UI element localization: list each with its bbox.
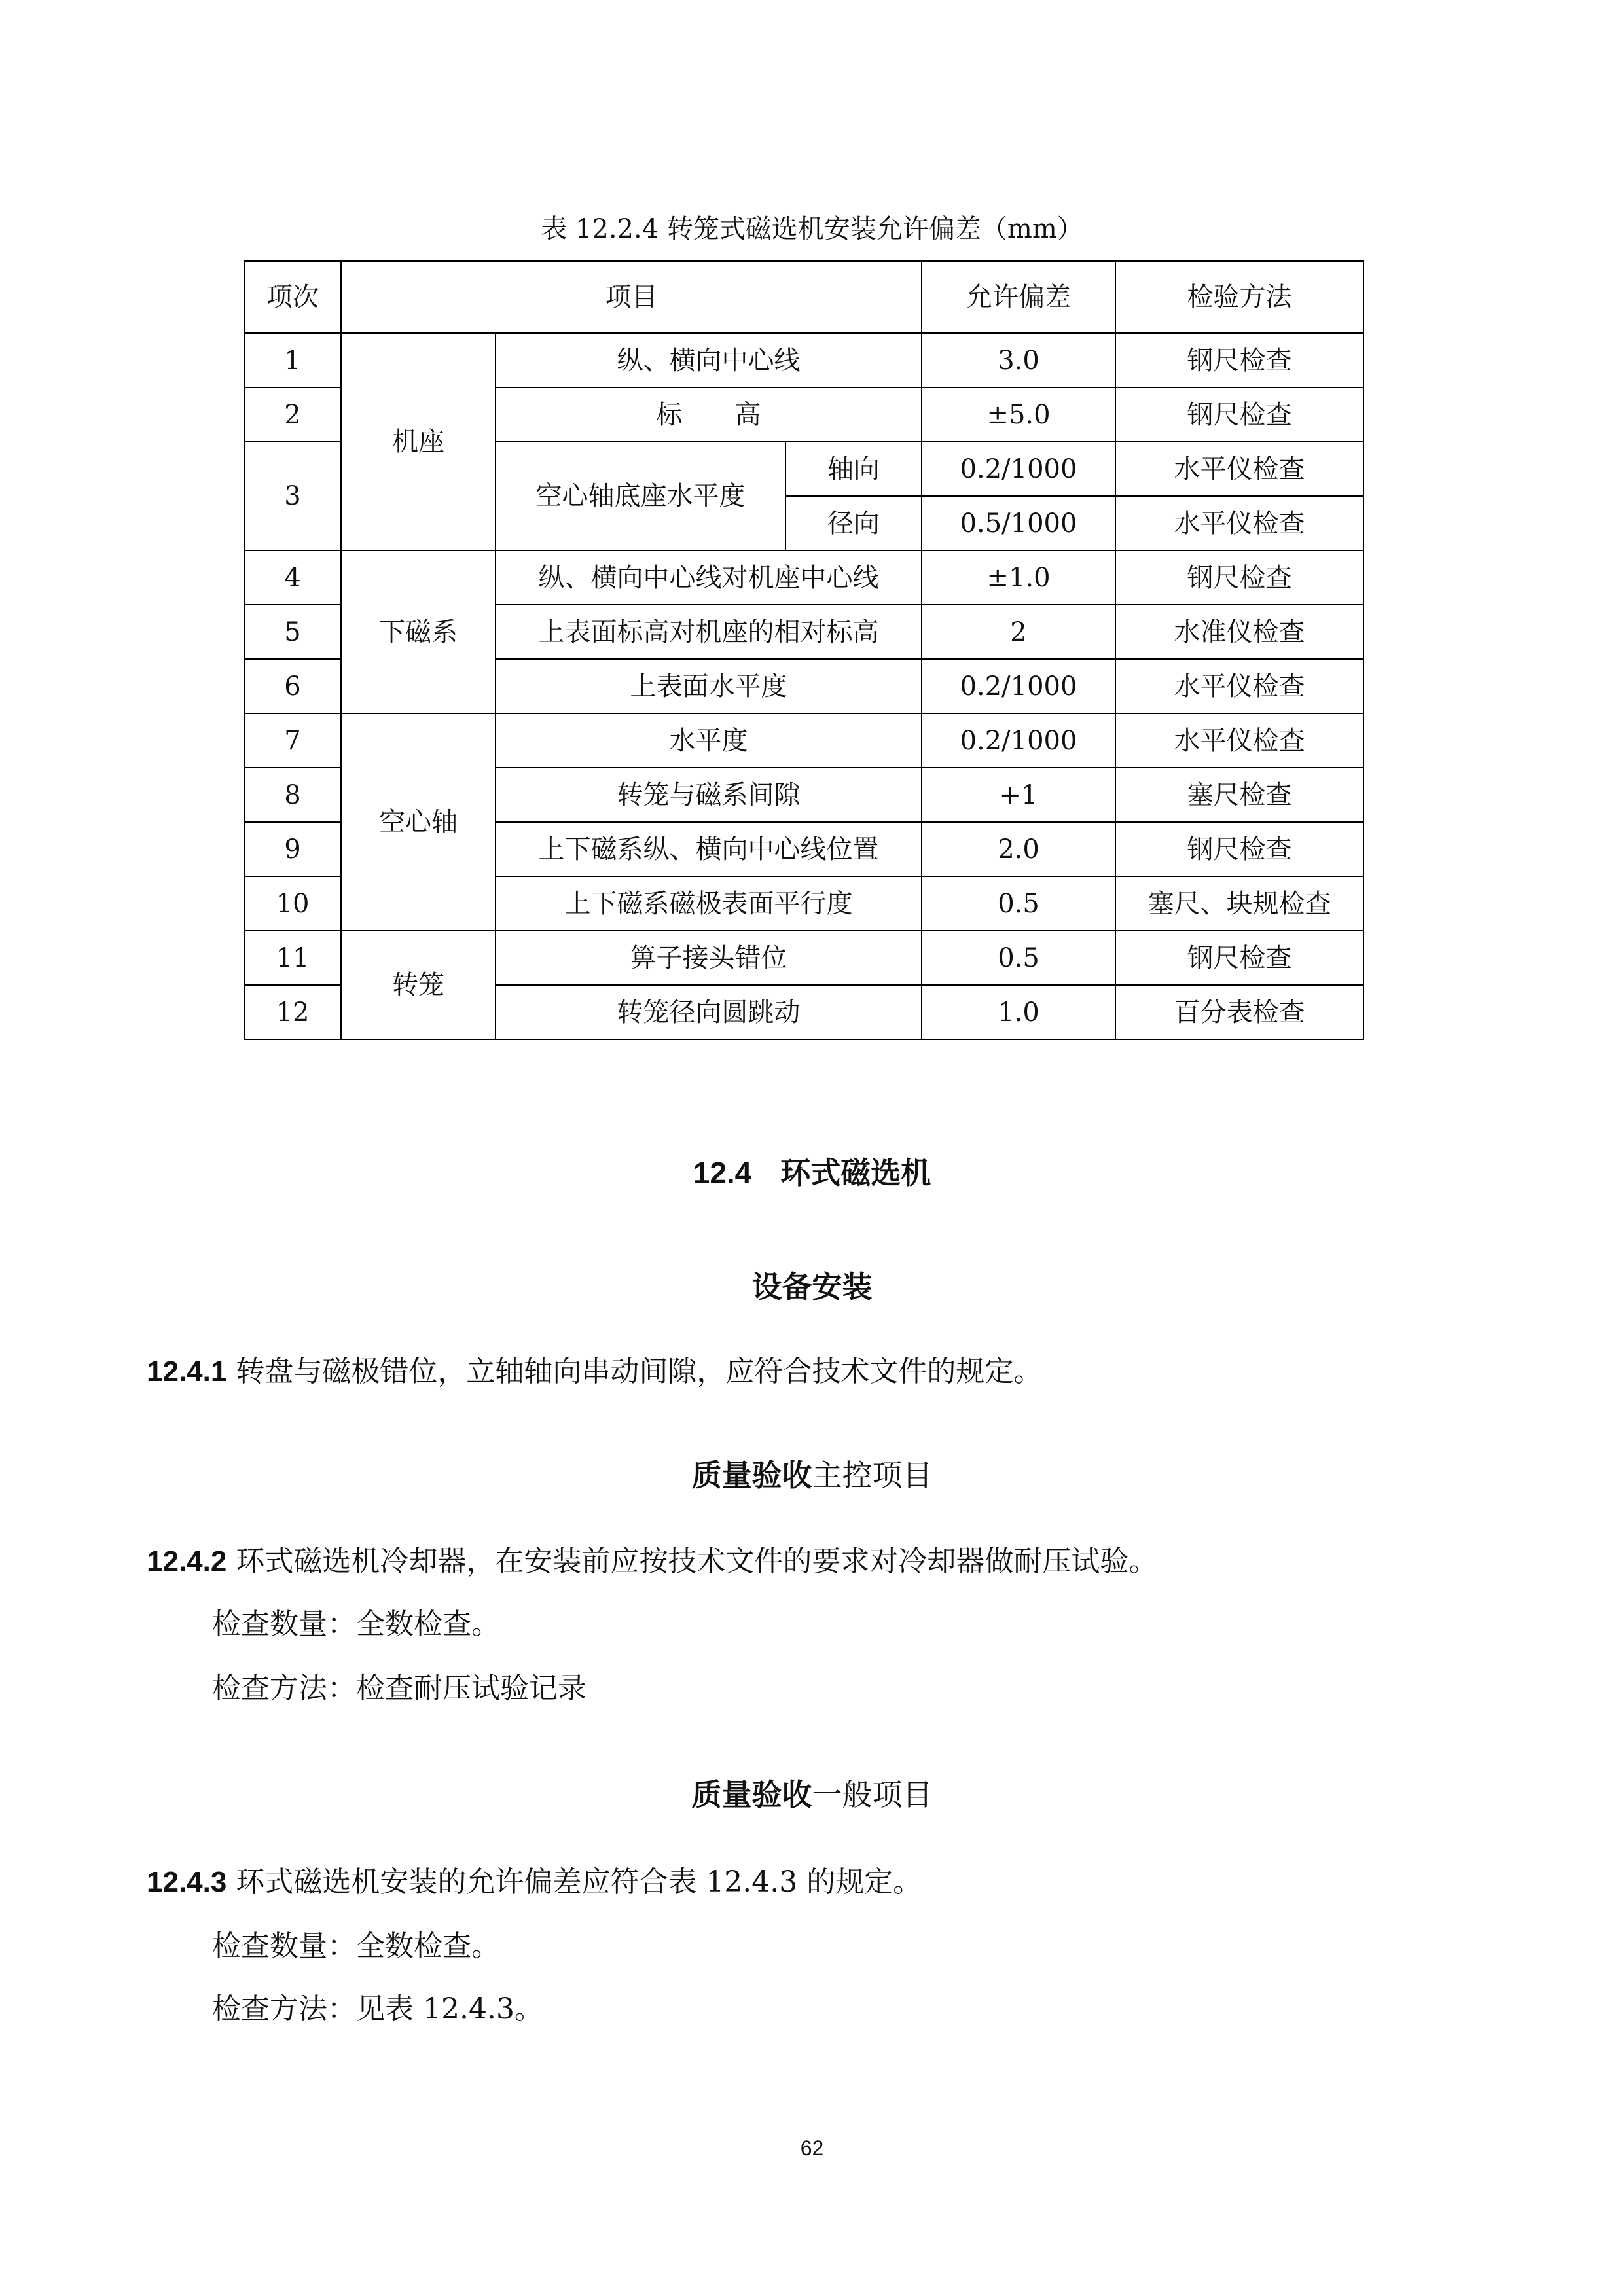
row-item: 标 高: [496, 387, 922, 442]
section-name: 环式磁选机: [780, 1156, 931, 1190]
clause-12-4-2: [147, 1542, 1495, 1581]
row-method: 塞尺、块规检查: [1115, 876, 1363, 931]
tolerance-table: [244, 260, 1364, 1040]
row-no: 6: [244, 659, 341, 713]
row-method: 水平仪检查: [1115, 659, 1363, 713]
row-tolerance: ±5.0: [922, 387, 1115, 442]
row-tolerance: 0.5/1000: [922, 496, 1115, 550]
row-item: 空心轴底座水平度: [496, 442, 785, 550]
group-label: 转笼: [341, 931, 496, 1039]
page-number: 62: [800, 2136, 824, 2160]
header-tolerance: 允许偏差: [922, 261, 1115, 333]
check-method: 检查方法：见表 12.4.3。: [212, 1992, 543, 2026]
row-no: 2: [244, 387, 341, 442]
row-method: 钢尺检查: [1115, 822, 1363, 876]
row-item: 上表面标高对机座的相对标高: [496, 605, 922, 659]
row-no: 8: [244, 768, 341, 822]
row-method: 水平仪检查: [1115, 442, 1363, 496]
row-tolerance: +1: [922, 768, 1115, 822]
row-no: 3: [244, 442, 341, 550]
general-items-heading: [0, 1775, 1624, 1814]
row-tolerance: 3.0: [922, 333, 1115, 387]
row-tolerance: 0.2/1000: [922, 659, 1115, 713]
header-item: 项目: [341, 261, 922, 333]
heading-bold: 质量验收: [691, 1777, 812, 1812]
section-title: [0, 1153, 1624, 1193]
row-tolerance: 0.2/1000: [922, 713, 1115, 768]
header-method: 检验方法: [1115, 261, 1363, 333]
row-no: 1: [244, 333, 341, 387]
row-tolerance: 0.2/1000: [922, 442, 1115, 496]
row-item: 上下磁系磁极表面平行度: [496, 876, 922, 931]
clause-number: 12.4.1: [147, 1355, 227, 1388]
row-no: 9: [244, 822, 341, 876]
clause-text: 环式磁选机安装的允许偏差应符合表 12.4.3 的规定。: [226, 1865, 922, 1899]
row-item: 纵、横向中心线对机座中心线: [496, 550, 922, 605]
clause-number: 12.4.3: [147, 1866, 227, 1898]
table-row: [244, 713, 1363, 768]
group-label: 机座: [341, 333, 496, 550]
heading-rest: 一般项目: [812, 1777, 933, 1812]
row-no: 7: [244, 713, 341, 768]
row-method: 钢尺检查: [1115, 333, 1363, 387]
row-no: 11: [244, 931, 341, 985]
row-no: 5: [244, 605, 341, 659]
table-row: [244, 333, 1363, 387]
check-quantity: 检查数量：全数检查。: [212, 1607, 500, 1641]
table-caption: 表 12.2.4 转笼式磁选机安装允许偏差（mm）: [541, 214, 1083, 244]
row-tolerance: 2: [922, 605, 1115, 659]
clause-number: 12.4.2: [147, 1545, 227, 1577]
check-quantity: 检查数量：全数检查。: [212, 1929, 500, 1963]
clause-text: 环式磁选机冷却器，在安装前应按技术文件的要求对冷却器做耐压试验。: [226, 1545, 1158, 1578]
group-label: 空心轴: [341, 713, 496, 931]
main-items-heading: [0, 1456, 1624, 1495]
table-header-row: [244, 261, 1363, 333]
row-method: 水平仪检查: [1115, 496, 1363, 550]
row-tolerance: 0.5: [922, 931, 1115, 985]
row-method: 钢尺检查: [1115, 550, 1363, 605]
row-no: 10: [244, 876, 341, 931]
group-label: 下磁系: [341, 550, 496, 713]
section-number: 12.4: [693, 1156, 752, 1190]
row-tolerance: 1.0: [922, 985, 1115, 1039]
row-item: 箅子接头错位: [496, 931, 922, 985]
row-no: 12: [244, 985, 341, 1039]
row-tolerance: 2.0: [922, 822, 1115, 876]
row-item: 上表面水平度: [496, 659, 922, 713]
row-item: 转笼径向圆跳动: [496, 985, 922, 1039]
row-tolerance: ±1.0: [922, 550, 1115, 605]
row-method: 百分表检查: [1115, 985, 1363, 1039]
row-item: 纵、横向中心线: [496, 333, 922, 387]
table-row: [244, 931, 1363, 985]
row-method: 钢尺检查: [1115, 931, 1363, 985]
clause-12-4-1: [147, 1352, 1495, 1391]
row-method: 塞尺检查: [1115, 768, 1363, 822]
table-row: [244, 550, 1363, 605]
row-item: 上下磁系纵、横向中心线位置: [496, 822, 922, 876]
install-heading-text: 设备安装: [751, 1269, 873, 1304]
row-item: 水平度: [496, 713, 922, 768]
row-method: 水平仪检查: [1115, 713, 1363, 768]
row-no: 4: [244, 550, 341, 605]
header-index: 项次: [244, 261, 341, 333]
row-sub-item: 轴向: [785, 442, 922, 496]
row-item: 转笼与磁系间隙: [496, 768, 922, 822]
row-tolerance: 0.5: [922, 876, 1115, 931]
heading-rest: 主控项目: [812, 1458, 933, 1493]
clause-text: 转盘与磁极错位，立轴轴向串动间隙，应符合技术文件的规定。: [226, 1355, 1043, 1388]
row-method: 水准仪检查: [1115, 605, 1363, 659]
heading-bold: 质量验收: [691, 1458, 812, 1493]
row-method: 钢尺检查: [1115, 387, 1363, 442]
check-method: 检查方法：检查耐压试验记录: [212, 1672, 586, 1705]
row-sub-item: 径向: [785, 496, 922, 550]
install-heading: [0, 1267, 1624, 1306]
clause-12-4-3: [147, 1863, 1495, 1902]
